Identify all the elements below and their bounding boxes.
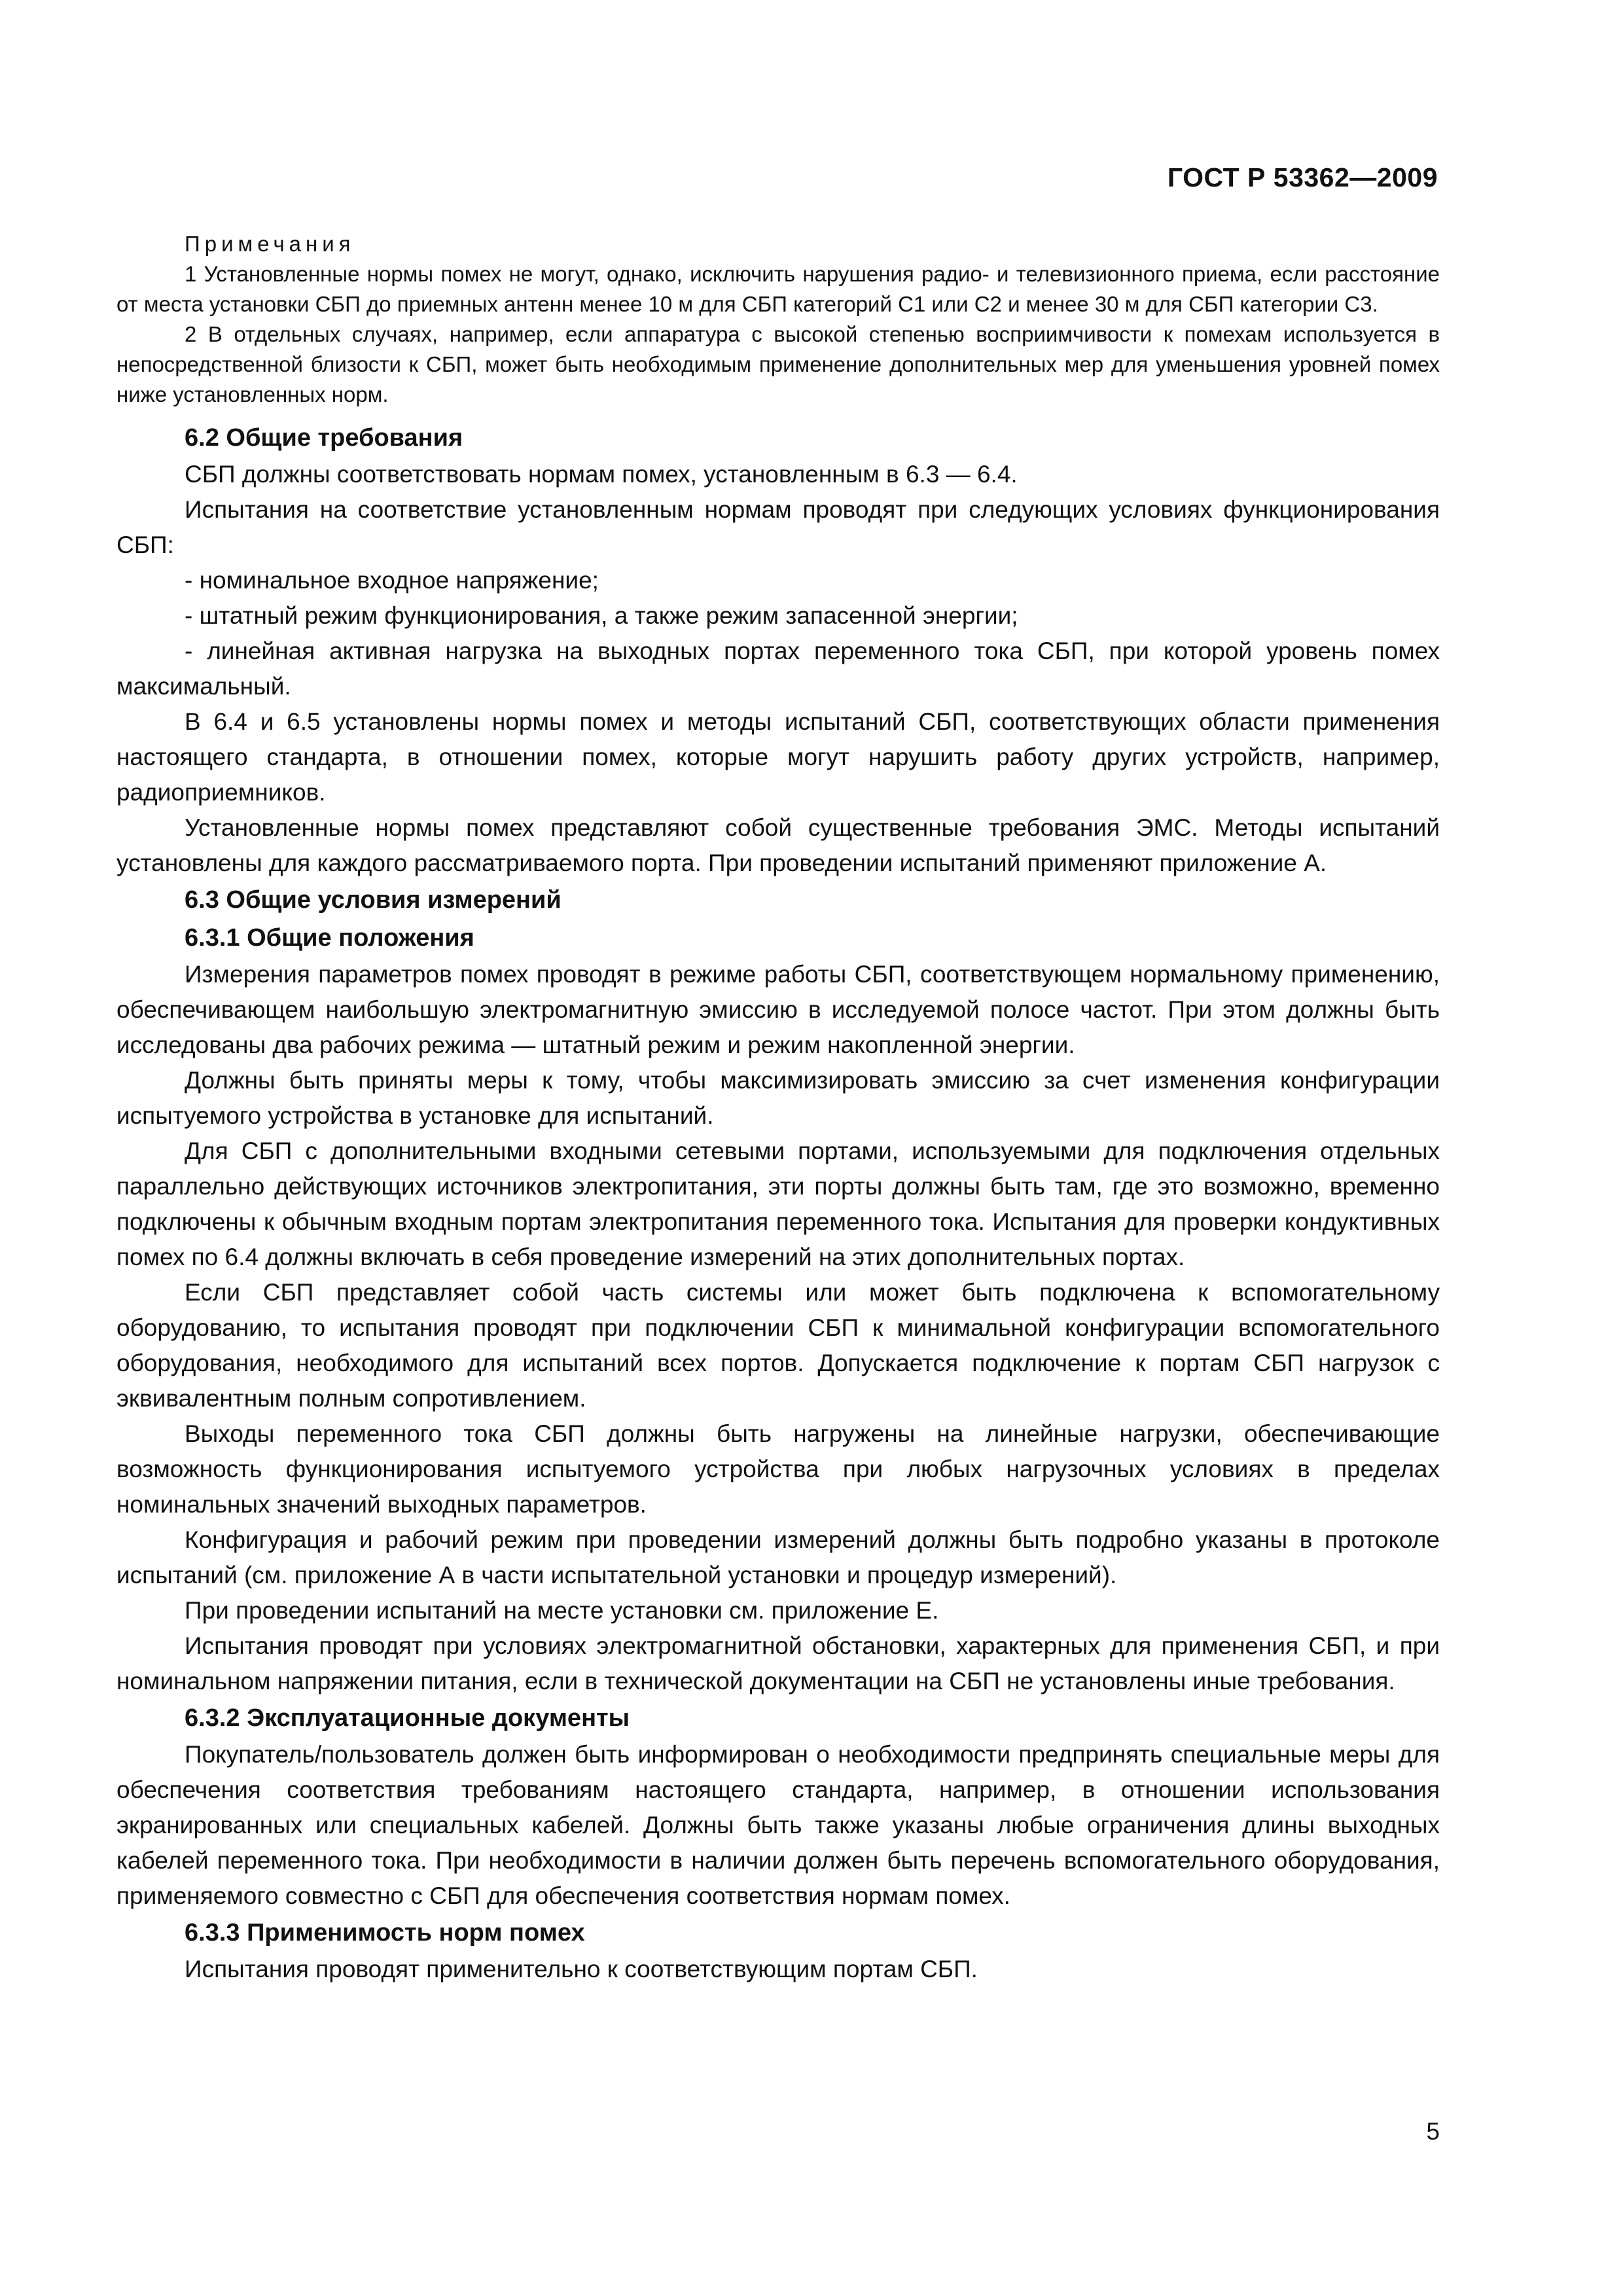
notes-title: Примечания: [185, 232, 355, 256]
page-number: 5: [1426, 2118, 1440, 2145]
section-6-3-2-heading: 6.3.2 Эксплуатационные документы: [185, 1704, 630, 1732]
paragraph: СБП должны соответствовать нормам помех, установленным в 6.3 — 6.4.: [185, 461, 1018, 488]
paragraph: Выходы переменного тока СБП должны быть нагружены на линейные нагрузки, обеспечивающие возможность функционирования испытуемого устройства при любых нагрузочных условиях в пределах номинальных значений выходных параметров.: [116, 1420, 1440, 1518]
paragraph: При проведении испытаний на месте установки см. приложение Е.: [185, 1597, 939, 1624]
list-item: - штатный режим функционирования, а также режим запасенной энергии;: [185, 602, 1018, 629]
list-item: - номинальное входное напряжение;: [185, 567, 599, 594]
paragraph: Установленные нормы помех представляют собой существенные требования ЭМС. Методы испытаний установлены для каждого рассматриваемого порта. При проведении испытаний применяют приложение А.: [116, 814, 1440, 876]
section-6-3-3-heading: 6.3.3 Применимость норм помех: [185, 1919, 585, 1946]
note-2: 2 В отдельных случаях, например, если аппаратура с высокой степенью восприимчивости к помехам используется в непосредственной близости к СБП, может быть необходимым применение дополнительных мер для уменьшения уровней помех ниже установленных норм.: [116, 322, 1440, 406]
paragraph: Испытания на соответствие установленным нормам проводят при следующих условиях функционирования СБП:: [116, 496, 1440, 558]
paragraph: Испытания проводят применительно к соответствующим портам СБП.: [185, 1956, 978, 1982]
page-content: [116, 229, 1440, 1987]
paragraph: Должны быть приняты меры к тому, чтобы максимизировать эмиссию за счет изменения конфигурации испытуемого устройства в установке для испытаний.: [116, 1067, 1440, 1129]
paragraph: Покупатель/пользователь должен быть информирован о необходимости предпринять специальные меры для обеспечения соответствия требованиям настоящего стандарта, например, в отношении использования экранированных или специальных кабелей. Должны быть также указаны любые ограничения длины выходных кабелей переменного тока. При необходимости в наличии должен быть перечень вспомогательного оборудования, применяемого совместно с СБП для обеспечения соответствия нормам помех.: [116, 1741, 1440, 1909]
notes-block: [116, 229, 1440, 410]
list-item: - линейная активная нагрузка на выходных портах переменного тока СБП, при которой уровень помех максимальный.: [116, 637, 1440, 700]
paragraph: В 6.4 и 6.5 установлены нормы помех и методы испытаний СБП, соответствующих области применения настоящего стандарта, в отношении помех, которые могут нарушить работу других устройств, например, радиоприемников.: [116, 708, 1440, 806]
section-6-3-heading: 6.3 Общие условия измерений: [185, 886, 562, 914]
section-6-3-1-heading: 6.3.1 Общие положения: [185, 924, 474, 952]
paragraph: Конфигурация и рабочий режим при проведении измерений должны быть подробно указаны в протоколе испытаний (см. приложение А в части испытательной установки и процедур измерений).: [116, 1526, 1440, 1588]
paragraph: Для СБП с дополнительными входными сетевыми портами, используемыми для подключения отдельных параллельно действующих источников электропитания, эти порты должны быть там, где это возможно, временно подключены к обычным входным портам электропитания переменного тока. Испытания для проверки кондуктивных помех по 6.4 должны включать в себя проведение измерений на этих дополнительных портах.: [116, 1138, 1440, 1270]
paragraph: Если СБП представляет собой часть системы или может быть подключена к вспомогательному оборудованию, то испытания проводят при подключении СБП к минимальной конфигурации вспомогательного оборудования, необходимого для испытаний всех портов. Допускается подключение к портам СБП нагрузок с эквивалентным полным сопротивлением.: [116, 1279, 1440, 1412]
paragraph: Измерения параметров помех проводят в режиме работы СБП, соответствующем нормальному применению, обеспечивающем наибольшую электромагнитную эмиссию в исследуемой полосе частот. При этом должны быть исследованы два рабочих режима — штатный режим и режим накопленной энергии.: [116, 961, 1440, 1058]
paragraph: Испытания проводят при условиях электромагнитной обстановки, характерных для применения СБП, и при номинальном напряжении питания, если в технической документации на СБП не установлены иные требования.: [116, 1632, 1440, 1695]
section-6-2-heading: 6.2 Общие требования: [185, 424, 463, 452]
standard-header: ГОСТ Р 53362—2009: [1167, 162, 1438, 192]
note-1: 1 Установленные нормы помех не могут, однако, исключить нарушения радио- и телевизионного приема, если расстояние от места установки СБП до приемных антенн менее 10 м для СБП категорий С1 или С2 и менее 30 м для СБП категории С3.: [116, 262, 1440, 316]
